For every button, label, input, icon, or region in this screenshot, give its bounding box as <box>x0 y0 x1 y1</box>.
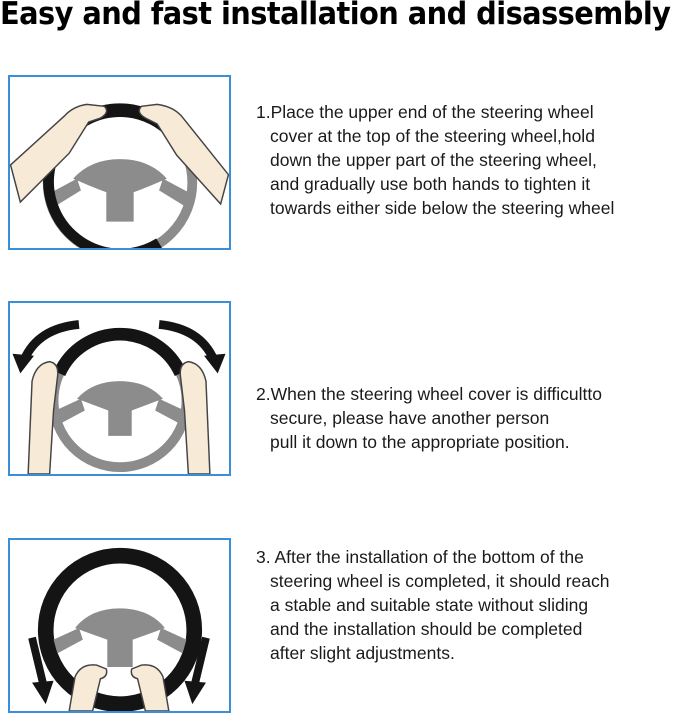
step-2-line: 2.When the steering wheel cover is difficultto <box>256 384 602 404</box>
step-1-line: down the upper part of the steering wheel, <box>270 150 597 170</box>
step-1-line: towards either side below the steering wheel <box>270 198 615 218</box>
step-2-illustration <box>8 301 231 476</box>
step-3-line: 3. After the installation of the bottom of the <box>256 547 584 567</box>
step-3-line: and the installation should be completed <box>270 619 583 639</box>
step-2-line: pull it down to the appropriate position. <box>270 432 570 452</box>
step-3-text <box>256 545 676 665</box>
steering-wheel-hands-top-icon <box>10 77 229 248</box>
page-title: Easy and fast installation and disassembly <box>0 0 671 32</box>
step-1-line: 1.Place the upper end of the steering wheel <box>256 102 594 122</box>
step-2-line: secure, please have another person <box>270 408 550 428</box>
steering-wheel-pull-arrows-icon <box>10 303 229 474</box>
step-2-text <box>256 382 676 454</box>
step-1-line: cover at the top of the steering wheel,hold <box>270 126 595 146</box>
step-3-line: steering wheel is completed, it should reach <box>270 571 610 591</box>
step-3-line: after slight adjustments. <box>270 643 455 663</box>
step-3-illustration <box>8 538 231 713</box>
step-1-illustration <box>8 75 231 250</box>
step-1-line: and gradually use both hands to tighten it <box>270 174 591 194</box>
steering-wheel-bottom-arrows-icon <box>10 540 229 711</box>
step-3-line: a stable and suitable state without sliding <box>270 595 589 615</box>
step-1-text <box>256 100 676 220</box>
